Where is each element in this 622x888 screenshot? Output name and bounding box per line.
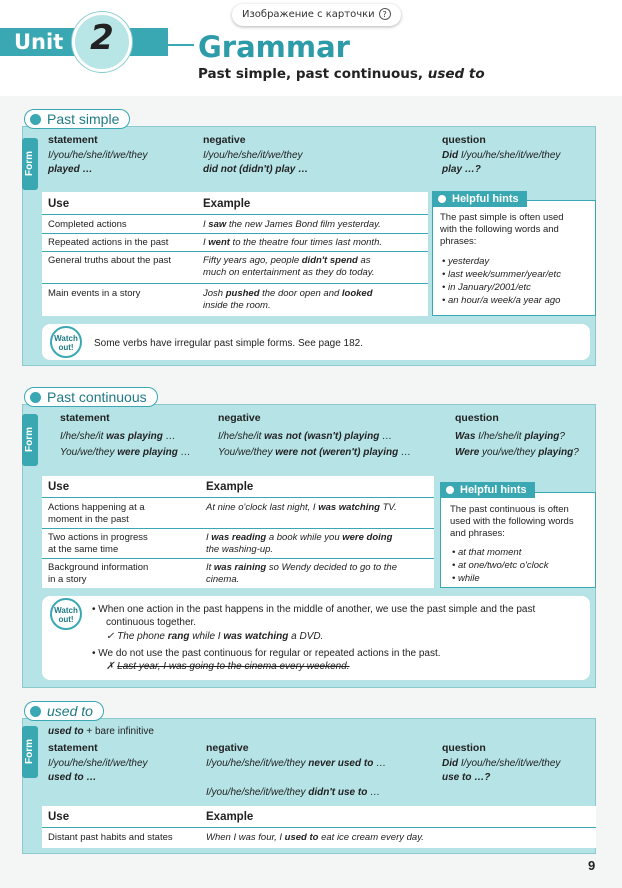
ellipsis: … xyxy=(177,447,191,458)
intro-text: + bare infinitive xyxy=(83,726,154,737)
ex-verb: looked xyxy=(341,288,373,299)
col-statement: statement xyxy=(48,134,98,146)
question-line-1 xyxy=(442,150,560,161)
example-cell xyxy=(206,832,424,844)
watch-out-line xyxy=(106,660,350,673)
hint-text: yesterday xyxy=(447,256,490,267)
ex-text: Fifty years ago, people xyxy=(203,255,302,266)
ex-text: I xyxy=(203,237,209,248)
verb: used to … xyxy=(48,772,97,783)
subjects: I/he/she/it xyxy=(475,431,525,442)
ex-text: I xyxy=(203,219,209,230)
subjects: I/he/she/it xyxy=(218,431,265,442)
example-cell xyxy=(203,237,382,249)
hints-intro-line: The past simple is often used xyxy=(440,212,564,223)
statement-line-1: I/you/he/she/it/we/they xyxy=(48,758,148,769)
past-continuous-pill xyxy=(24,387,158,407)
example-cell xyxy=(203,288,373,312)
verb: didn't use to xyxy=(308,787,368,798)
bullet-icon xyxy=(30,706,41,717)
statement-line-1: I/you/he/she/it/we/they xyxy=(48,150,148,161)
ex-text: Josh xyxy=(203,288,226,299)
ex-text: as xyxy=(357,255,371,266)
wrong-example: Last year, I was going to the cinema every weekend. xyxy=(117,661,350,672)
verb: was playing xyxy=(106,431,163,442)
statement-line-2 xyxy=(48,772,96,783)
hint-item: • yesterday xyxy=(442,256,490,267)
past-simple-pill xyxy=(24,109,130,129)
ex-text: a book while you xyxy=(266,532,343,543)
hint-item: • an hour/a week/a year ago xyxy=(442,295,561,306)
hints-intro xyxy=(450,504,574,540)
statement-line-1 xyxy=(60,431,176,442)
pill-label: used to xyxy=(47,703,93,719)
col-negative: negative xyxy=(218,412,261,424)
ex-text: At nine o'clock last night, I xyxy=(206,502,319,513)
hints-intro-line: used with the following words xyxy=(450,516,574,527)
hints-intro xyxy=(440,212,564,248)
example-cell xyxy=(206,502,397,514)
use-header: Use xyxy=(48,198,70,210)
verb: was not (wasn't) playing xyxy=(264,431,380,442)
ex-text: so Wendy decided to go to the xyxy=(266,562,397,573)
page-subtitle xyxy=(198,66,485,82)
subtitle-main: Past simple, past continuous, xyxy=(198,66,428,82)
ex-text: inside the room. xyxy=(203,300,271,311)
image-source-chip[interactable] xyxy=(232,4,401,26)
example-header: Example xyxy=(203,198,251,210)
intro-bold: used to xyxy=(48,726,84,737)
bullet-icon xyxy=(30,114,41,125)
hint-item: • in January/2001/etc xyxy=(442,282,531,293)
form-tab: Form xyxy=(22,138,38,190)
use-text: at the same time xyxy=(48,544,119,555)
verb: were not (weren't) playing xyxy=(275,447,399,458)
ex-verb: didn't spend xyxy=(301,255,358,266)
watch-out-icon: Watch out! xyxy=(50,326,82,358)
subtitle-italic: used to xyxy=(427,66,485,82)
watch-verb: rang xyxy=(167,631,190,642)
page-number: 9 xyxy=(588,858,596,873)
watch-text: ✓ The phone xyxy=(106,631,168,642)
hints-intro-line: and phrases: xyxy=(450,528,505,539)
divider xyxy=(42,251,428,252)
use-cell: Distant past habits and states xyxy=(48,832,173,843)
negative-line-1 xyxy=(206,758,386,769)
title-connector xyxy=(168,44,194,46)
col-statement: statement xyxy=(60,412,110,424)
use-cell: Main events in a story xyxy=(48,288,141,299)
negative-line-2 xyxy=(218,447,411,458)
watch-out-line: • We do not use the past continuous for regular or repeated actions in the past. xyxy=(92,648,441,659)
aux: Was xyxy=(455,431,476,442)
hint-text: an hour/a week/a year ago xyxy=(447,295,561,306)
col-question: question xyxy=(442,134,486,146)
unit-label: Unit xyxy=(14,30,64,54)
ex-text: When I was four, I xyxy=(206,832,285,843)
ex-verb: went xyxy=(208,237,230,248)
hints-tag-label: Helpful hints xyxy=(452,193,519,205)
question-subjects: I/you/he/she/it/we/they xyxy=(458,150,561,161)
ex-text: to the theatre four times last month. xyxy=(229,237,382,248)
question-line-2 xyxy=(442,772,490,783)
qmark: ? xyxy=(573,447,579,458)
watch-text: while I xyxy=(189,631,224,642)
ex-verb: pushed xyxy=(225,288,260,299)
question-line-2 xyxy=(442,164,481,175)
ex-verb: used to xyxy=(284,832,319,843)
ex-text: cinema. xyxy=(206,574,240,585)
hint-text: at one/two/etc o'clock xyxy=(457,560,549,571)
use-text: Background information xyxy=(48,562,149,573)
form-tab: Form xyxy=(22,414,38,466)
col-question: question xyxy=(455,412,499,424)
question-line-2 xyxy=(455,447,579,458)
example-header: Example xyxy=(206,481,254,493)
hint-text: while xyxy=(457,573,480,584)
hint-text: last week/summer/year/etc xyxy=(447,269,561,280)
subjects: You/we/they xyxy=(60,447,118,458)
hint-item: • last week/summer/year/etc xyxy=(442,269,561,280)
question-line-1 xyxy=(442,758,560,769)
use-header: Use xyxy=(48,481,70,493)
example-cell xyxy=(203,219,381,231)
ex-text: the new James Bond film yesterday. xyxy=(226,219,381,230)
hints-intro-line: with the following words and xyxy=(440,224,559,235)
hint-item: • at one/two/etc o'clock xyxy=(452,560,549,571)
verb: playing xyxy=(524,431,560,442)
form-tab: Form xyxy=(22,726,38,778)
watch-text: a DVD. xyxy=(288,631,324,642)
negative-line-2 xyxy=(206,787,380,798)
divider xyxy=(42,233,428,234)
aux: Were xyxy=(455,447,480,458)
aux: Did xyxy=(442,758,459,769)
question-aux: Did xyxy=(442,150,459,161)
subjects: You/we/they xyxy=(218,447,276,458)
watch-out-icon: Watch out! xyxy=(50,598,82,630)
ex-verb: was reading xyxy=(211,532,267,543)
ex-text: TV. xyxy=(379,502,397,513)
bullet-icon xyxy=(446,486,454,494)
question-verb: play …? xyxy=(442,164,481,175)
use-cell: Repeated actions in the past xyxy=(48,237,169,248)
subjects: you/we/they xyxy=(479,447,539,458)
question-line-1 xyxy=(455,431,565,442)
ex-text: much on entertainment as they do today. xyxy=(203,267,375,278)
used-to-pill xyxy=(24,701,104,721)
verb: playing xyxy=(538,447,574,458)
watch-out-text: Some verbs have irregular past simple forms. See page 182. xyxy=(94,338,364,349)
watch-text: We do not use the past continuous for regular or repeated actions in the past. xyxy=(98,648,441,659)
use-text: Two actions in progress xyxy=(48,532,148,543)
unit-number: 2 xyxy=(90,18,114,58)
subjects: I/you/he/she/it/we/they xyxy=(458,758,561,769)
chip-label: Изображение с карточки xyxy=(242,9,375,20)
use-header: Use xyxy=(48,811,70,823)
hint-item: • at that moment xyxy=(452,547,522,558)
ex-text: It xyxy=(206,562,214,573)
ellipsis: … xyxy=(373,758,387,769)
hint-text: in January/2001/etc xyxy=(447,282,531,293)
example-cell xyxy=(206,562,397,586)
hints-intro-line: phrases: xyxy=(440,236,477,247)
divider xyxy=(42,497,434,498)
watch-out-line: continuous together. xyxy=(106,617,197,628)
use-cell: General truths about the past xyxy=(48,255,172,266)
example-cell xyxy=(206,532,392,556)
col-statement: statement xyxy=(48,742,98,754)
hints-tag-label: Helpful hints xyxy=(460,484,527,496)
statement-line-2 xyxy=(48,164,92,175)
ex-verb: were doing xyxy=(342,532,393,543)
col-negative: negative xyxy=(203,134,246,146)
ex-verb: was raining xyxy=(213,562,267,573)
watch-out-line: • When one action in the past happens in the middle of another, we use the past simple and the past xyxy=(92,604,536,615)
example-cell xyxy=(203,255,374,279)
pill-label: Past simple xyxy=(47,111,120,127)
hint-item: • while xyxy=(452,573,480,584)
col-negative: negative xyxy=(206,742,249,754)
negative-line-2 xyxy=(203,164,308,175)
use-text: Actions happening at a xyxy=(48,502,145,513)
hints-intro-line: The past continuous is often xyxy=(450,504,569,515)
statement-verb: played … xyxy=(48,164,93,175)
ex-text: eat ice cream every day. xyxy=(318,832,424,843)
help-icon[interactable]: ? xyxy=(379,8,391,20)
ex-text: the washing-up. xyxy=(206,544,274,555)
use-cell xyxy=(48,502,145,526)
negative-verb: did not (didn't) play … xyxy=(203,164,309,175)
watch-text: When one action in the past happens in the middle of another, we use the past simple and the past xyxy=(98,604,536,615)
qmark: ? xyxy=(559,431,565,442)
use-cell xyxy=(48,532,148,556)
verb: never used to xyxy=(308,758,374,769)
divider xyxy=(42,558,434,559)
helpful-hints-tag xyxy=(432,191,527,207)
ellipsis: … xyxy=(398,447,411,458)
use-text: in a story xyxy=(48,574,87,585)
divider xyxy=(42,528,434,529)
bullet-icon xyxy=(438,195,446,203)
divider xyxy=(42,283,428,284)
pill-label: Past continuous xyxy=(47,389,147,405)
cross-mark: ✗ xyxy=(106,661,118,672)
col-question: question xyxy=(442,742,486,754)
bullet-icon xyxy=(30,392,41,403)
divider xyxy=(42,827,596,828)
use-cell: Completed actions xyxy=(48,219,127,230)
ex-verb: saw xyxy=(208,219,227,230)
watch-verb: was watching xyxy=(223,631,289,642)
use-text: moment in the past xyxy=(48,514,129,525)
ex-text: the door open and xyxy=(259,288,342,299)
watch-out-line xyxy=(106,630,323,643)
statement-line-2 xyxy=(60,447,191,458)
subjects: I/he/she/it xyxy=(60,431,107,442)
ellipsis: … xyxy=(379,431,393,442)
example-header: Example xyxy=(206,811,254,823)
ex-text: I xyxy=(206,532,212,543)
divider xyxy=(42,214,428,215)
verb: use to …? xyxy=(442,772,491,783)
ellipsis: … xyxy=(162,431,176,442)
use-cell xyxy=(48,562,148,586)
negative-line-1 xyxy=(218,431,392,442)
subjects: I/you/he/she/it/we/they xyxy=(206,758,309,769)
hint-text: at that moment xyxy=(457,547,522,558)
ex-verb: was watching xyxy=(318,502,380,513)
page-title: Grammar xyxy=(198,30,350,64)
verb: were playing xyxy=(117,447,178,458)
helpful-hints-tag xyxy=(440,482,535,498)
negative-line-1: I/you/he/she/it/we/they xyxy=(203,150,303,161)
ellipsis: … xyxy=(367,787,381,798)
subjects: I/you/he/she/it/we/they xyxy=(206,787,309,798)
used-to-intro xyxy=(48,726,154,737)
